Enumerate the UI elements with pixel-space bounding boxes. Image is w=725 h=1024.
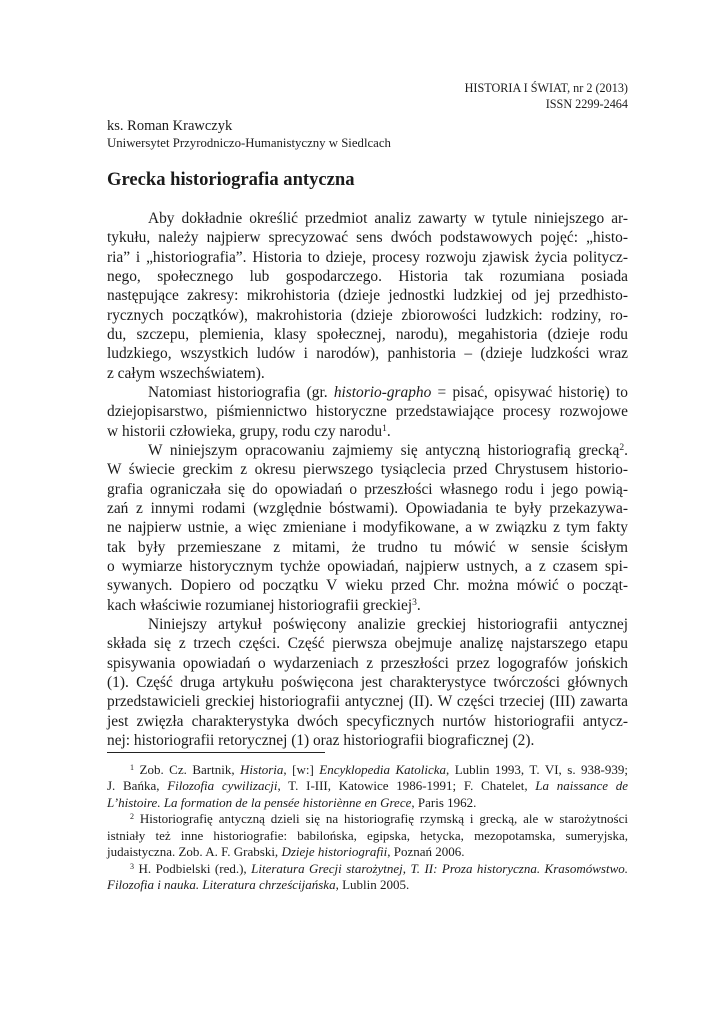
text-run: . xyxy=(624,441,628,459)
italic-text: historio-grapho xyxy=(333,383,432,401)
text-run: przedstawicieli greckiej historiografii antycznej (II). W części trzeciej (III) zawarta xyxy=(107,693,628,711)
text-run: ria” i „historiografia”. Historia to dzieje, procesy rozwoju zjawisk życia politycz- xyxy=(107,248,628,266)
footnote-reference: 2 xyxy=(130,812,135,822)
text-line xyxy=(107,499,628,518)
text-line xyxy=(107,596,628,615)
text-run: dziejopisarstwo, piśmiennictwo historyczne przedstawiające procesy rozwojowe xyxy=(107,403,628,421)
text-run: jest zwięzła charakterystyka dwóch specyficznych nurtów historiografii antycz- xyxy=(107,712,628,730)
text-run: . xyxy=(386,422,391,440)
text-run: (1). Część druga artykułu poświęcona jest charakterystyce twórczości głównych xyxy=(107,673,628,691)
text-line xyxy=(107,712,628,731)
text-run: , [w:] xyxy=(283,762,320,777)
article-body xyxy=(107,209,628,750)
text-run: , Paris 1962. xyxy=(411,794,477,810)
footnote-reference: 2 xyxy=(619,442,625,454)
paragraph xyxy=(107,615,628,750)
text-run: istniały też inne historiografie: babilońska, egipska, hetycka, mezopotamska, sumeryjska, xyxy=(107,827,628,843)
text-run: W świecie greckim z okresu pierwszego tysiąclecia przed Chrystusem historio- xyxy=(107,461,628,479)
text-line xyxy=(107,654,628,673)
author-affiliation: Uniwersytet Przyrodniczo-Humanistyczny w Siedlcach xyxy=(107,136,391,150)
issn: ISSN 2299-2464 xyxy=(545,97,628,111)
text-run: Historiografię antyczną dzieli się na historiografię rzymską i grecką, ale w starożytności xyxy=(134,811,628,827)
article-title: Grecka historiografia antyczna xyxy=(107,169,355,190)
text-run: nej: historiografii retorycznej (1) oraz historiografii biograficznej (2). xyxy=(107,731,535,749)
text-run: = pisać, opisywać historię) to xyxy=(431,383,628,401)
text-run: w historii człowieka, grupy, rodu czy narodu xyxy=(107,422,383,440)
text-line xyxy=(107,441,628,460)
text-run: z całym wszechświatem). xyxy=(107,364,265,382)
text-line xyxy=(107,538,628,557)
text-line xyxy=(107,306,628,325)
footnote-line xyxy=(107,877,628,893)
italic-text: Encyklopedia Katolicka xyxy=(319,762,447,777)
text-line xyxy=(107,692,628,711)
footnote-line xyxy=(107,861,628,877)
text-run: du, szczepu, plemienia, klasy społecznej, narodu), megahistoria (dzieje rodu xyxy=(107,325,628,343)
text-line xyxy=(107,615,628,634)
paragraph xyxy=(107,441,628,615)
text-run: tykułu, należy najpierw sprecyzować sens dwóch podstawowych pojęć: „histo- xyxy=(107,229,628,247)
text-line xyxy=(107,344,628,363)
text-run: nego, społecznego lub gospodarczego. Historia tak rozumiana posiada xyxy=(107,267,628,285)
text-run: Natomiast historiografia (gr. xyxy=(148,383,334,401)
italic-text: Filozofia cywilizacji xyxy=(167,778,278,794)
text-run: kach właściwie rozumianej historiografii greckiej xyxy=(107,596,413,614)
text-run: judaistyczna. Zob. A. F. Grabski, xyxy=(107,844,282,860)
footnote-separator xyxy=(107,752,325,753)
text-run: spisywania opowiadań o wydarzeniach z przeszłości przez logografów jońskich xyxy=(107,654,628,672)
running-header xyxy=(465,80,628,112)
footnote-line xyxy=(107,828,628,844)
text-run: zań z innymi rodami (względnie bóstwami). Opowiadania te były przekazywa- xyxy=(107,499,628,517)
footnote xyxy=(107,811,628,860)
italic-text: La naissance de xyxy=(535,778,628,794)
text-run: sywanych. Dopiero od początku V wieku przed Chr. można mówić o począt- xyxy=(107,577,628,595)
paragraph xyxy=(107,383,628,441)
text-run: następujące zakresy: mikrohistoria (dzieje jednostki ludzkiej od jej przedhisto- xyxy=(107,287,628,305)
text-line xyxy=(107,518,628,537)
text-run: ludzkiego, wszystkich ludów i narodów), panhistoria – (dzieje ludzkości wraz xyxy=(107,345,628,363)
text-run: składa się z trzech części. Część pierwsza obejmuje analizę najstarszego etapu xyxy=(107,635,628,653)
italic-text: L’histoire. La formation de la pensée historiènne en Grece xyxy=(107,794,412,810)
footnote xyxy=(107,762,628,811)
text-line xyxy=(107,209,628,228)
text-run: , Poznań 2006. xyxy=(387,844,465,860)
text-line xyxy=(107,634,628,653)
text-line xyxy=(107,460,628,479)
text-run: tak były przemieszane z mitami, że trudno tu mówić w sensie ścisłym xyxy=(107,538,628,556)
text-line xyxy=(107,731,628,750)
text-run: . xyxy=(416,596,421,614)
text-run: grafia ograniczała się do opowiadań o przeszłości własnego rodu i jego powią- xyxy=(107,480,628,498)
footnote-reference: 1 xyxy=(382,422,387,434)
text-run: W niniejszym opracowaniu zajmiemy się antyczną historiografią grecką xyxy=(148,441,620,459)
text-line xyxy=(107,576,628,595)
text-run: , T. I-III, Katowice 1986-1991; F. Chatelet, xyxy=(277,778,536,794)
footnote-reference: 3 xyxy=(412,596,417,608)
text-run: o wymiarze historycznym tychże opowiadań, najpierw ustnych, a z czasem spi- xyxy=(107,557,628,575)
text-line xyxy=(107,557,628,576)
text-line xyxy=(107,248,628,267)
text-run: J. Bańka, xyxy=(107,778,168,794)
footnotes xyxy=(107,762,628,893)
author-name: ks. Roman Krawczyk xyxy=(107,118,233,134)
text-line xyxy=(107,673,628,692)
text-run: rycznych początków), makrohistoria (dzieje zbiorowości ludzkich: rodziny, ro- xyxy=(107,306,628,324)
italic-text: Historia xyxy=(240,762,284,777)
text-line xyxy=(107,402,628,421)
text-line xyxy=(107,364,628,383)
text-run: Aby dokładnie określić przedmiot analiz zawarty w tytule niniejszego ar- xyxy=(148,210,628,227)
text-line xyxy=(107,228,628,247)
text-line xyxy=(107,267,628,286)
text-run: Niniejszy artykuł poświęcony analizie greckiej historiografii antycznej xyxy=(148,615,628,633)
paragraph xyxy=(107,209,628,383)
italic-text: Literatura Grecji starożytnej, T. II: Proza historyczna. Krasomówstwo. xyxy=(251,860,628,876)
text-run: ne najpierw ustnie, a więc zmieniane i modyfikowane, a w związku z tym fakty xyxy=(107,519,628,537)
journal-issue: HISTORIA I ŚWIAT, nr 2 (2013) xyxy=(464,81,628,95)
italic-text: Filozofia i nauka. Literatura chrześcijańska xyxy=(107,876,336,892)
footnote-line xyxy=(107,795,628,811)
footnote-reference: 1 xyxy=(130,762,135,772)
footnote xyxy=(107,861,628,894)
footnote-reference: 3 xyxy=(130,861,135,871)
footnote-line xyxy=(107,844,628,860)
text-line xyxy=(107,325,628,344)
text-run: Zob. Cz. Bartnik, xyxy=(134,762,241,777)
text-run: , Lublin 1993, T. VI, s. 938-939; xyxy=(446,762,628,777)
italic-text: Dzieje historiografii xyxy=(281,844,388,860)
text-line xyxy=(107,286,628,305)
footnote-line xyxy=(107,762,628,778)
text-line xyxy=(107,383,628,402)
text-line xyxy=(107,422,628,441)
text-run: H. Podbielski (red.), xyxy=(134,860,252,876)
footnote-line xyxy=(107,811,628,827)
text-run: , Lublin 2005. xyxy=(335,876,410,892)
footnote-line xyxy=(107,778,628,794)
text-line xyxy=(107,480,628,499)
